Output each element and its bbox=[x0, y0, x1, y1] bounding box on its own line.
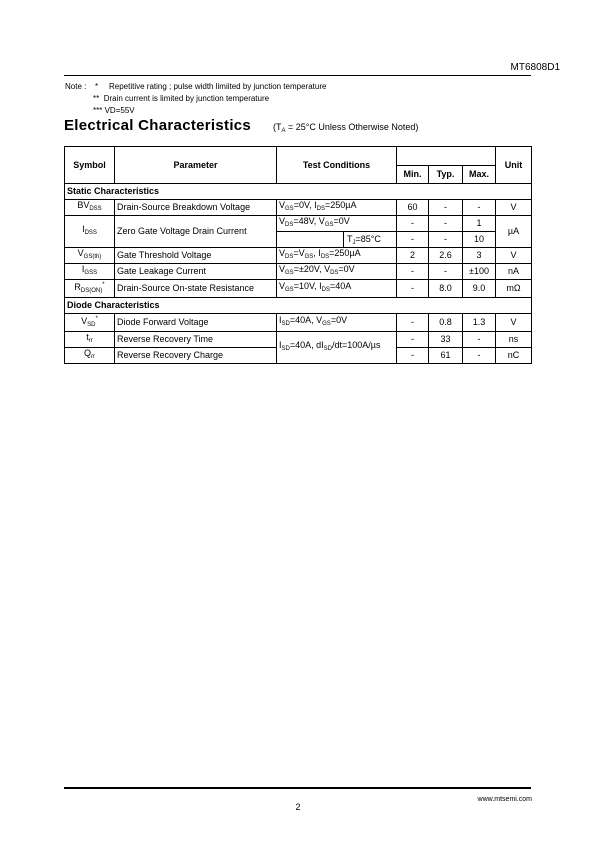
header-rule bbox=[64, 75, 531, 76]
parameter-cell: Diode Forward Voltage bbox=[115, 314, 277, 332]
condition-cell: $V_{GS}=\pm 20V$, $V_{DS}=0V$ bbox=[277, 264, 397, 280]
typ-cell: - bbox=[429, 200, 463, 216]
max-cell: - bbox=[463, 332, 496, 348]
table-row bbox=[65, 248, 532, 264]
note-1 bbox=[65, 81, 326, 93]
min-cell: - bbox=[397, 264, 429, 280]
parameter-cell: Reverse Recovery Charge bbox=[115, 348, 277, 364]
symbol-cell: $I_{GSS}$ bbox=[65, 264, 115, 280]
symbol-cell: $R_{DS(ON)}^*$ bbox=[65, 280, 115, 298]
note-mark: ** bbox=[93, 94, 100, 103]
max-cell: 10 bbox=[463, 232, 496, 248]
min-cell: - bbox=[397, 216, 429, 232]
parameter-cell: Drain-Source On-state Resistance bbox=[115, 280, 277, 298]
typ-cell: - bbox=[429, 232, 463, 248]
symbol-cell: $I_{DSS}$ bbox=[65, 216, 115, 248]
footer-website: www.mtsemi.com bbox=[477, 796, 532, 803]
parameter-cell: Drain-Source Breakdown Voltage bbox=[115, 200, 277, 216]
table-row bbox=[65, 200, 532, 216]
min-cell: - bbox=[397, 332, 429, 348]
unit-cell: nC bbox=[496, 348, 532, 364]
min-cell: 2 bbox=[397, 248, 429, 264]
table-row bbox=[65, 216, 532, 232]
footer-rule bbox=[64, 787, 531, 789]
note-3 bbox=[65, 105, 326, 117]
header-test-conditions: Test Conditions bbox=[277, 147, 397, 184]
parameter-cell: Reverse Recovery Time bbox=[115, 332, 277, 348]
condition-cell bbox=[277, 232, 397, 248]
header-unit: Unit bbox=[496, 147, 532, 184]
typ-cell: - bbox=[429, 264, 463, 280]
unit-cell: V bbox=[496, 200, 532, 216]
typ-cell: 33 bbox=[429, 332, 463, 348]
table-row bbox=[65, 314, 532, 332]
condition-cell: $I_{SD}=40A$, $V_{GS}=0V$ bbox=[277, 314, 397, 332]
min-cell: - bbox=[397, 232, 429, 248]
typ-cell: 0.8 bbox=[429, 314, 463, 332]
section-title: Electrical Characteristics bbox=[64, 117, 252, 134]
symbol-cell: $V_{SD}^*$ bbox=[65, 314, 115, 332]
symbol-cell: $BV_{DSS}$ bbox=[65, 200, 115, 216]
max-cell: - bbox=[463, 200, 496, 216]
table-header-row bbox=[65, 147, 532, 166]
typ-cell: 2.6 bbox=[429, 248, 463, 264]
section-condition: ($T_A = 25^\circ C$ Unless Otherwise Noted) bbox=[273, 122, 419, 134]
note-text: Repetitive rating ; pulse width limiited by junction temperature bbox=[109, 82, 327, 91]
symbol-cell: $Q_{rr}$ bbox=[65, 348, 115, 364]
tj-condition: $T_J=85^\circ C$ bbox=[343, 232, 396, 247]
header-symbol: Symbol bbox=[65, 147, 115, 184]
max-cell: 3 bbox=[463, 248, 496, 264]
max-cell: 9.0 bbox=[463, 280, 496, 298]
part-number: MT6808D1 bbox=[510, 62, 560, 73]
section-row-diode bbox=[65, 298, 532, 314]
typ-cell: 8.0 bbox=[429, 280, 463, 298]
unit-cell: V bbox=[496, 248, 532, 264]
max-cell: - bbox=[463, 348, 496, 364]
symbol-cell: $t_{rr}$ bbox=[65, 332, 115, 348]
max-cell: 1 bbox=[463, 216, 496, 232]
unit-cell: nA bbox=[496, 264, 532, 280]
header-values-group bbox=[397, 147, 496, 166]
max-cell: ±100 bbox=[463, 264, 496, 280]
min-cell: - bbox=[397, 280, 429, 298]
section-row-static bbox=[65, 184, 532, 200]
table-row bbox=[65, 332, 532, 348]
note-text: VD=55V bbox=[104, 106, 135, 115]
diode-title: Diode Characteristics bbox=[65, 298, 532, 314]
condition-cell: $V_{GS}=10V$, $I_{DS}=40A$ bbox=[277, 280, 397, 298]
typ-cell: 61 bbox=[429, 348, 463, 364]
unit-cell: mΩ bbox=[496, 280, 532, 298]
unit-cell: ns bbox=[496, 332, 532, 348]
max-cell: 1.3 bbox=[463, 314, 496, 332]
note-label: Note : bbox=[65, 82, 87, 91]
note-text: Drain current is limited by junction temperature bbox=[103, 94, 270, 103]
static-title: Static Characteristics bbox=[65, 184, 532, 200]
condition-cell: $V_{GS}=0V$, $I_{DS}=250\mu A$ bbox=[277, 200, 397, 216]
header-max: Max. bbox=[463, 166, 496, 184]
header-parameter: Parameter bbox=[115, 147, 277, 184]
table-row bbox=[65, 264, 532, 280]
note-mark: *** bbox=[93, 106, 103, 115]
note-2 bbox=[65, 93, 326, 105]
parameter-cell: Gate Threshold Voltage bbox=[115, 248, 277, 264]
header-typ: Typ. bbox=[429, 166, 463, 184]
condition-cell: $I_{SD}=40A$, $dI_{SD}/dt=100A/\mu s$ bbox=[277, 332, 397, 364]
notes-block bbox=[65, 81, 326, 117]
symbol-cell: $V_{GS(th)}$ bbox=[65, 248, 115, 264]
parameter-cell: Gate Leakage Current bbox=[115, 264, 277, 280]
min-cell: - bbox=[397, 348, 429, 364]
typ-cell: - bbox=[429, 216, 463, 232]
parameter-cell: Zero Gate Voltage Drain Current bbox=[115, 216, 277, 248]
unit-cell: µA bbox=[496, 216, 532, 248]
electrical-characteristics-table bbox=[64, 146, 532, 364]
page-number: 2 bbox=[295, 802, 301, 812]
unit-cell: V bbox=[496, 314, 532, 332]
condition-cell: $V_{DS}=V_{GS}$, $I_{DS}=250\mu A$ bbox=[277, 248, 397, 264]
min-cell: 60 bbox=[397, 200, 429, 216]
min-cell: - bbox=[397, 314, 429, 332]
note-mark: * bbox=[95, 82, 99, 91]
header-min: Min. bbox=[397, 166, 429, 184]
table-row bbox=[65, 280, 532, 298]
condition-cell: $V_{DS}=48V$, $V_{GS}=0V$ bbox=[277, 216, 397, 232]
